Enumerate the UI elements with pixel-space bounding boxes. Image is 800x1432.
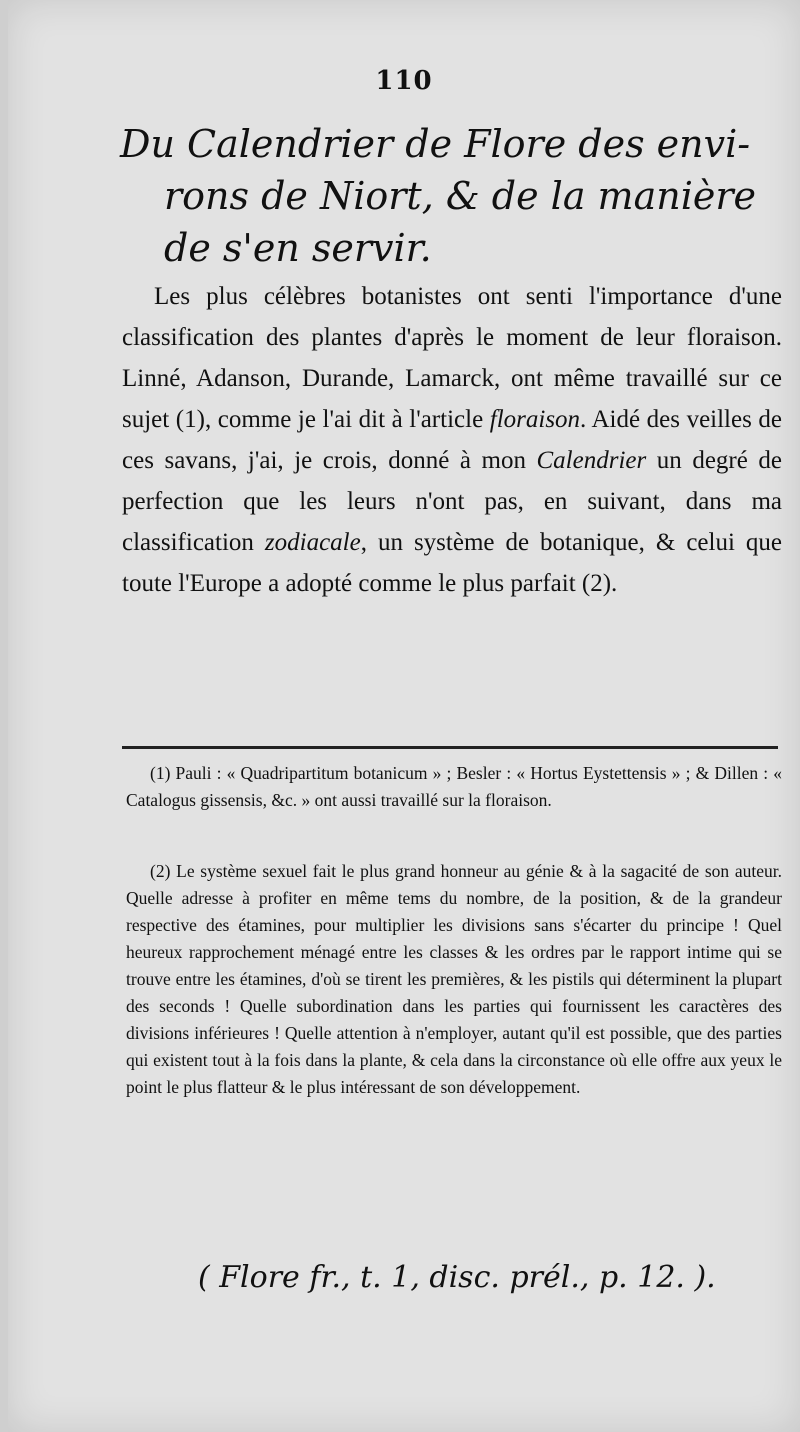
paragraph-text-2: . Aidé des veilles de ces savans, j'ai, je crois, donné à mon [122,406,783,474]
title-line-2: rons de Niort, & de la manière [164,174,757,218]
title-line-3: de s'en servir. [164,226,432,270]
footnote-1-marker: (1) [150,763,171,783]
paragraph-italic-calendrier: Calendrier [536,447,647,474]
citation: ( Flore fr., t. 1, disc. prél., p. 12. ). [198,1260,716,1295]
chapter-title [120,118,780,274]
page-number: 110 [375,66,433,96]
footnote-2-text: Le système sexuel fait le plus grand honneur au génie & à la sagacité de son auteur. Quelle adresse à profiter en même tems du nombre, de la position, & de la grandeur respective des étamines, pour multiplier les divisions sans s'écarter du principe ! Quel heureux rapprochement ménagé entre les classes & les ordres par le rapport intime qui se trouve entre les étamines, d'où se tirent les premières, & les pistils qui déterminent la plupart des seconds ! Quelle subordination dans les parties qui fournissent les caractères des divisions inférieures ! Quelle attention à n'employer, autant qu'il est possible, que des parties qui existent tout à la fois dans la plante, & cela dans la circonstance où elle offre aux yeux le point le plus flatteur & le plus intéressant de son développement. [126,861,783,1097]
footnote-1-text: Pauli : « Quadripartitum botanicum » ; Besler : « Hortus Eystettensis » ; & Dillen : « Catalogus gissensis, &c. » ont aussi travaillé sur la floraison. [126,763,782,810]
paragraph-italic-floraison: floraison [489,406,581,433]
paragraph-italic-zodiacale: zodiacale [264,529,361,556]
footnote-1 [126,760,782,814]
paragraph-text-3: un degré de perfection que les leurs n'ont pas, en suivant, dans ma classification [122,447,782,556]
footnote-2-marker: (2) [150,861,171,881]
title-line-1: Du Calendrier de Flore des envi- [120,122,751,166]
paragraph-text-1: Les plus célèbres botanistes ont senti l'importance d'une classification des plantes d'après le moment de leur floraison. Linné, Adanson, Durande, Lamarck, ont même travaillé sur ce sujet (1), comme je l'ai dit à l'article [122,283,782,433]
main-paragraph [122,276,782,604]
footnote-2 [126,858,782,1101]
paragraph-text-4: , un système de botanique, & celui que toute l'Europe a adopté comme le plus parfait (2). [122,529,782,597]
book-page [8,0,800,1432]
footnote-divider [122,746,778,749]
